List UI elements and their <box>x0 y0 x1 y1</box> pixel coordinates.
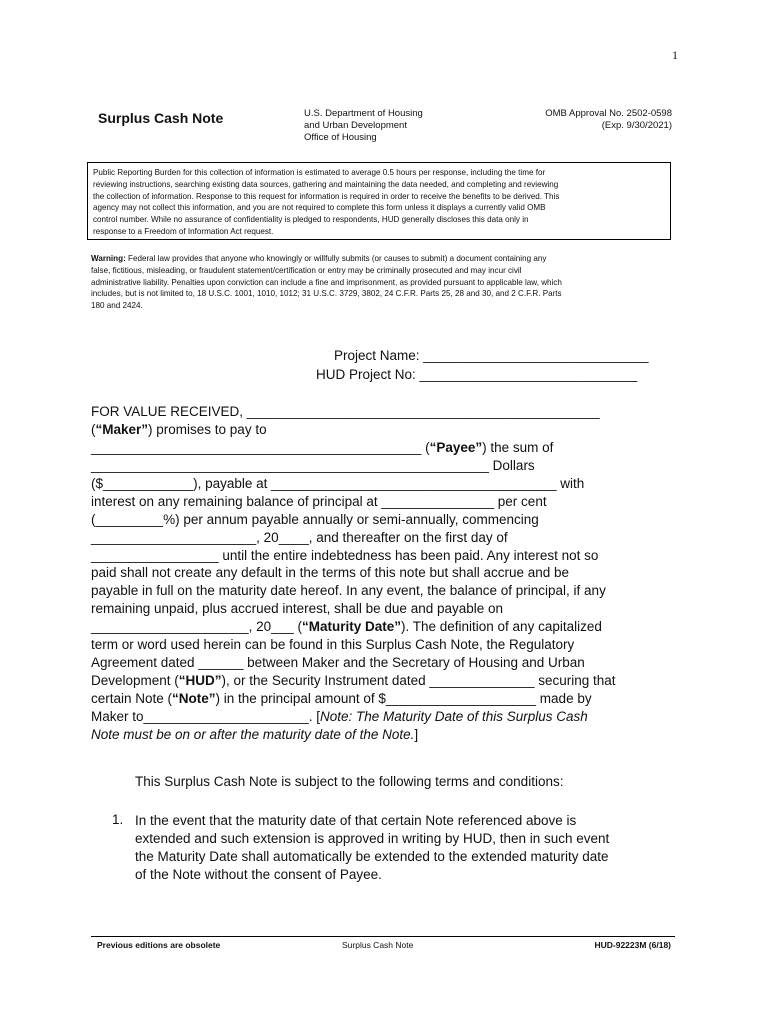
omb-approval <box>545 108 672 132</box>
warning-line: false, fictitious, misleading, or fraudulent statement/certification or entry may be criminally prosecuted and may incur civil <box>91 265 522 275</box>
body-line: certain Note (“Note”) in the principal amount of $____________________ made by <box>91 691 592 706</box>
body-line: (_________%) per annum payable annually or semi-annually, commencing <box>91 512 539 527</box>
body-line: Maker to______________________. [Note: The Maturity Date of this Surplus Cash <box>91 709 588 724</box>
body-line: remaining unpaid, plus accrued interest, shall be due and payable on <box>91 601 504 616</box>
burden-line: response to a Freedom of Information Act request. <box>93 226 274 236</box>
body-line: (“Maker”) promises to pay to <box>91 422 267 437</box>
burden-line: reviewing instructions, searching existing data sources, gathering and maintaining the data needed, and completing and reviewing <box>93 179 559 189</box>
hud-term: “HUD” <box>178 673 222 688</box>
warning-line <box>91 253 675 265</box>
footer-form-number: HUD-92223M (6/18) <box>594 940 671 950</box>
maker-term: “Maker” <box>95 422 149 437</box>
term-item-line: the Maturity Date shall automatically be extended to the extended maturity date <box>135 849 609 864</box>
maturity-note-italic: Note: The Maturity Date of this Surplus Cash <box>319 709 588 724</box>
term-item-number: 1. <box>112 812 124 827</box>
body-line: Agreement dated ______ between Maker and the Secretary of Housing and Urban <box>91 655 585 670</box>
warning-line: includes, but is not limited to, 18 U.S.C. 1001, 1010, 1012; 31 U.S.C. 3729, 3802, 24 C.F.R. Parts 25, 28 and 30, and 2 C.F.R. Parts <box>91 289 562 299</box>
body-line: ($____________), payable at ______________________________________ with <box>91 476 585 491</box>
agency-line: Office of Housing <box>304 132 377 143</box>
body-line: FOR VALUE RECEIVED, _______________________________________________ <box>91 404 600 419</box>
term-item-text <box>135 812 609 884</box>
body-line: Note must be on or after the maturity date of the Note.] <box>91 727 419 742</box>
body-line: paid shall not create any default in the terms of this note but shall accrue and be <box>91 565 570 580</box>
warning-notice <box>91 253 675 312</box>
agency-line: and Urban Development <box>304 120 407 131</box>
page-number: 1 <box>672 48 678 62</box>
omb-number: OMB Approval No. 2502-0598 <box>545 108 672 119</box>
maturity-date-term: “Maturity Date” <box>301 619 401 634</box>
payee-term: “Payee” <box>429 440 483 455</box>
term-item-line: of the Note without the consent of Payee. <box>135 867 382 882</box>
form-title: Surplus Cash Note <box>98 110 224 126</box>
body-line: Development (“HUD”), or the Security Instrument dated ______________ securing that <box>91 673 616 688</box>
body-line: ____________________________________________ (“Payee”) the sum of <box>91 440 554 455</box>
burden-line: agency may not collect this information, and you are not required to complete this form unless it displays a currently valid OMB <box>93 203 546 213</box>
body-line: _________________ until the entire indebtedness has been paid. Any interest not so <box>91 548 599 563</box>
term-item-line: In the event that the maturity date of that certain Note referenced above is <box>135 813 577 828</box>
footer-center: Surplus Cash Note <box>342 940 414 950</box>
burden-line: the collection of information. Response to this request for information is required in order to receive the benefits to be derived. This <box>93 191 560 201</box>
terms-intro: This Surplus Cash Note is subject to the following terms and conditions: <box>135 774 564 789</box>
warning-text: Federal law provides that anyone who knowingly or willfully submits (or causes to submit) a document containing any <box>125 254 547 263</box>
hud-project-number-field[interactable]: HUD Project No: _____________________________ <box>316 367 638 382</box>
burden-line: control number. While no assurance of confidentiality is pledged to respondents, HUD generally discloses this data only in <box>93 215 529 225</box>
body-line: _____________________________________________________ Dollars <box>91 458 535 473</box>
body-line: ______________________, 20____, and thereafter on the first day of <box>91 530 508 545</box>
body-line: _____________________, 20___ (“Maturity Date”). The definition of any capitalized <box>91 619 602 634</box>
warning-line: administrative liability. Penalties upon conviction can include a fine and imprisonment, as provided pursuant to applicable law, which <box>91 277 562 287</box>
body-line: payable in full on the maturity date hereof. In any event, the balance of principal, if any <box>91 583 606 598</box>
public-reporting-burden-box <box>87 162 671 240</box>
burden-line: Public Reporting Burden for this collection of information is estimated to average 0.5 hours per response, including the time for <box>93 168 546 177</box>
footer-rule <box>91 936 675 937</box>
note-term: “Note” <box>172 691 216 706</box>
warning-label: Warning: <box>91 254 126 263</box>
body-line: interest on any remaining balance of principal at _______________ per cent <box>91 494 547 509</box>
omb-expiration: (Exp. 9/30/2021) <box>601 120 672 131</box>
maturity-note-italic: Note must be on or after the maturity date of the Note. <box>91 727 415 742</box>
warning-line: 180 and 2424. <box>91 301 143 311</box>
project-name-field[interactable]: Project Name: ______________________________ <box>334 348 649 363</box>
term-item-line: extended and such extension is approved in writing by HUD, then in such event <box>135 831 610 846</box>
agency-line: U.S. Department of Housing <box>304 108 423 119</box>
agency-block <box>304 108 423 144</box>
footer-left: Previous editions are obsolete <box>97 940 221 950</box>
body-line: term or word used herein can be found in this Surplus Cash Note, the Regulatory <box>91 637 575 652</box>
